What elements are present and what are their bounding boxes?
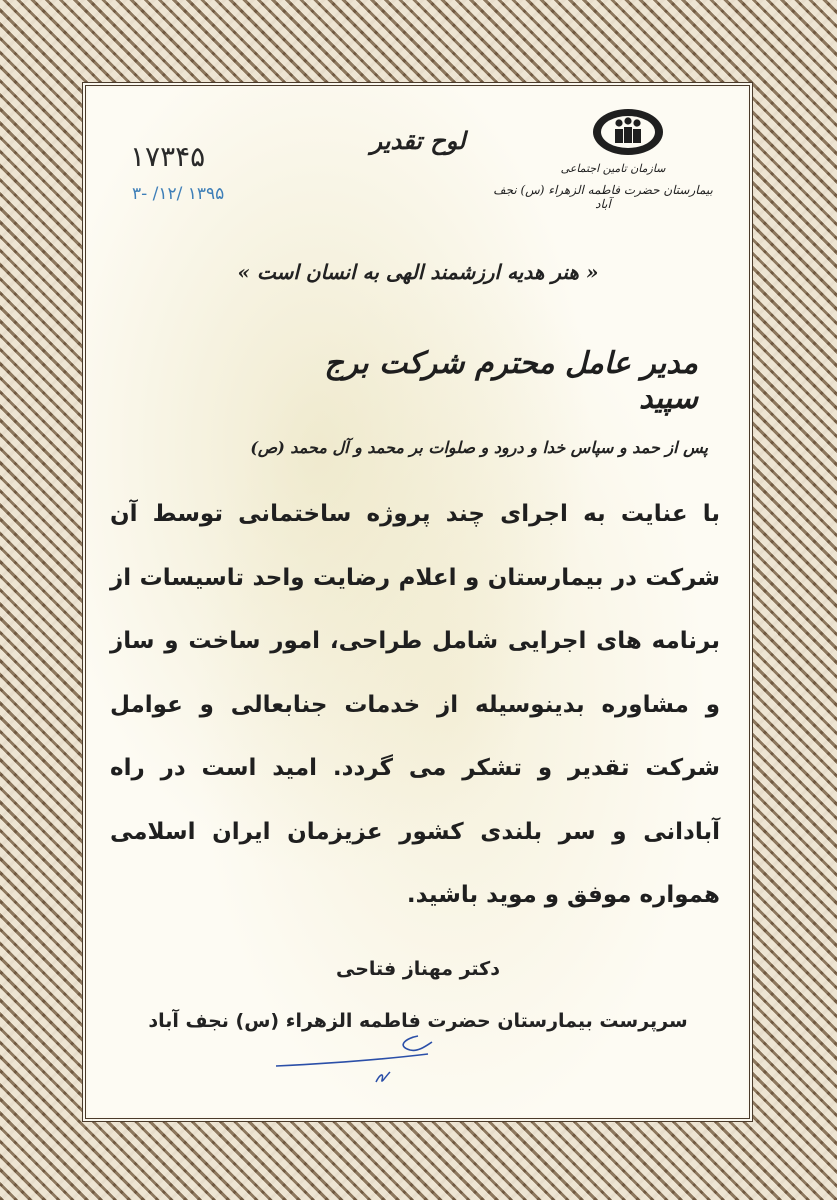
certificate-body: با عنایت به اجرای چند پروژه ساختمانی توسط آن شرکت در بیمارستان و اعلام رضایت واحد تاسیسات از برنامه های اجرایی شامل طراحی، امور ساخت و ساز و مشاوره بدینوسیله از خدمات جنابعالی و عوامل شرکت تقدیر و تشکر می گردد. امید است در راه آبادانی و سر بلندی کشور عزیزمان ایران اسلامی همواره موفق و موید باشید. xyxy=(110,501,720,908)
signer-title: سرپرست بیمارستان حضرت فاطمه الزهراء (س) نجف آباد xyxy=(148,1010,688,1032)
organization-name: سازمان تامین اجتماعی xyxy=(560,162,666,175)
motto: « هنر هدیه ارزشمند الهی به انسان است » xyxy=(237,260,599,284)
signer-name: دکتر مهناز فتاحی xyxy=(336,958,500,980)
recipient-line: مدیر عامل محترم شرکت برج سپید xyxy=(324,346,698,416)
reference-number: ۱۷۳۴۵ xyxy=(130,140,206,173)
social-security-logo-icon xyxy=(590,106,666,158)
certificate-paper xyxy=(88,88,747,1116)
certificate-title: لوح تقدیر xyxy=(370,126,466,155)
hospital-name: بیمارستان حضرت فاطمه الزهراء (س) نجف آباد xyxy=(493,183,713,211)
salutation: پس از حمد و سپاس خدا و درود و صلوات بر محمد و آل محمد (ص) xyxy=(250,438,708,457)
signature-icon xyxy=(268,1024,448,1104)
reference-date: ۳- /۱۲/ ۱۳۹۵ xyxy=(132,184,225,204)
